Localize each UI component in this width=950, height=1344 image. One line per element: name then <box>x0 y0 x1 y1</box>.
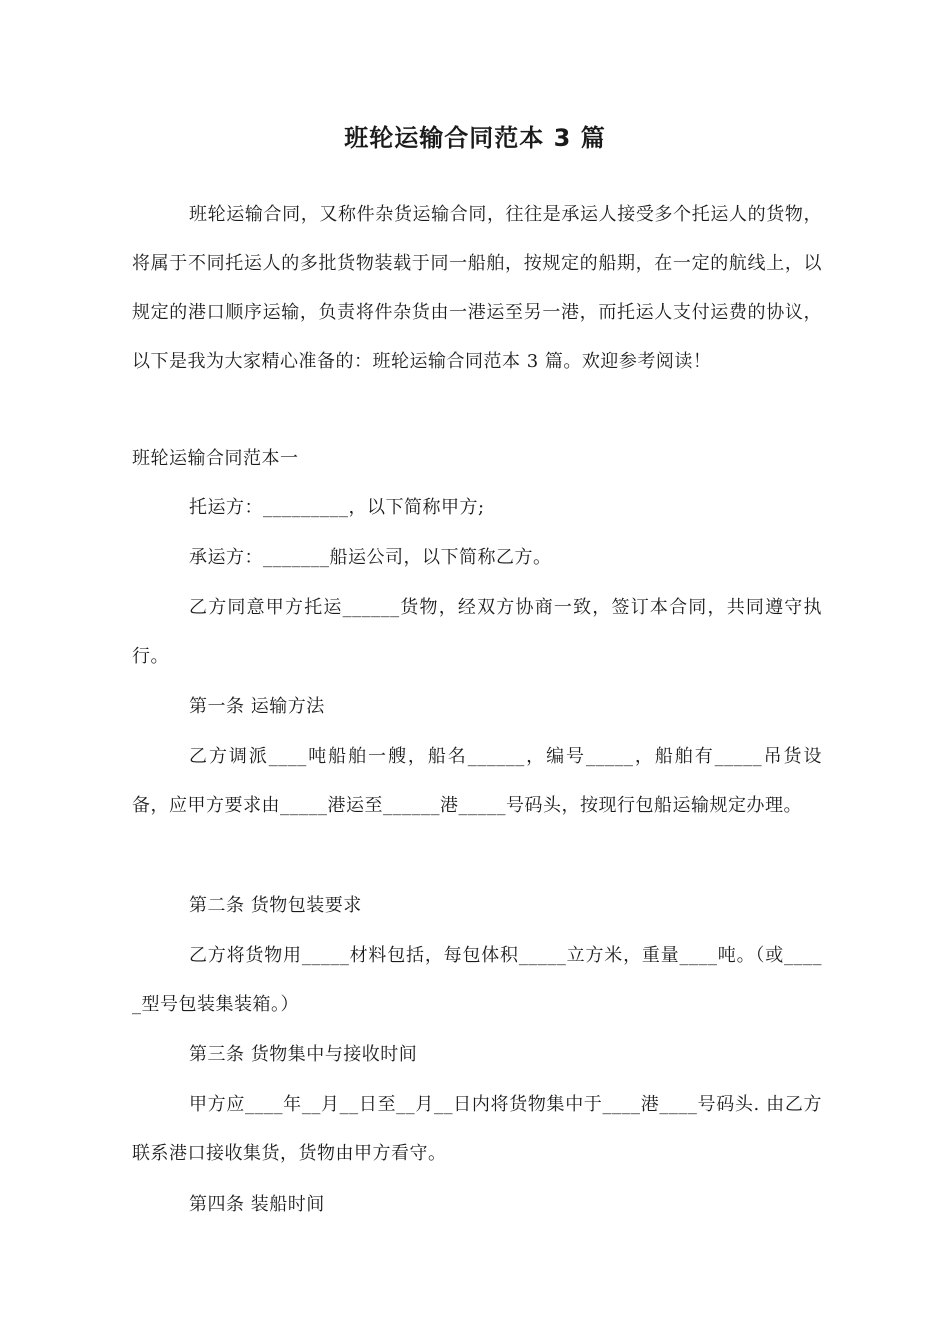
agreement-paragraph: 乙方同意甲方托运______货物，经双方协商一致，签订本合同，共同遵守执行。 <box>132 597 822 667</box>
section-title: 班轮运输合同范本一 <box>132 448 299 469</box>
article2-title: 第二条 货物包装要求 <box>189 895 362 916</box>
article4-title: 第四条 装船时间 <box>189 1194 325 1215</box>
document-title: 班轮运输合同范本 3 篇 <box>344 124 606 152</box>
article2-body: 乙方将货物用_____材料包括，每包体积_____立方米，重量____吨。（或_____型号包装集装箱。） <box>132 945 822 1015</box>
carrier-line: 承运方：_______船运公司，以下简称乙方。 <box>189 547 552 568</box>
article3-title: 第三条 货物集中与接收时间 <box>189 1044 418 1065</box>
article3-body: 甲方应____年__月__日至__月__日内将货物集中于____港____号码头. 由乙方联系港口接收集货，货物由甲方看守。 <box>132 1094 822 1164</box>
intro-paragraph: 班轮运输合同，又称件杂货运输合同，往往是承运人接受多个托运人的货物，将属于不同托运人的多批货物装载于同一船舶，按规定的船期，在一定的航线上，以规定的港口顺序运输，负责将件杂货由一港运至另一港，而托运人支付运费的协议，以下是我为大家精心准备的：班轮运输合同范本 3 篇。欢迎参考阅读！ <box>132 204 822 372</box>
shipper-line: 托运方：_________，以下简称甲方; <box>189 497 485 518</box>
article1-body: 乙方调派____吨船舶一艘，船名______，编号_____，船舶有_____吊货设备，应甲方要求由_____港运至______港_____号码头，按现行包船运输规定办理。 <box>132 746 822 816</box>
article1-title: 第一条 运输方法 <box>189 696 325 717</box>
